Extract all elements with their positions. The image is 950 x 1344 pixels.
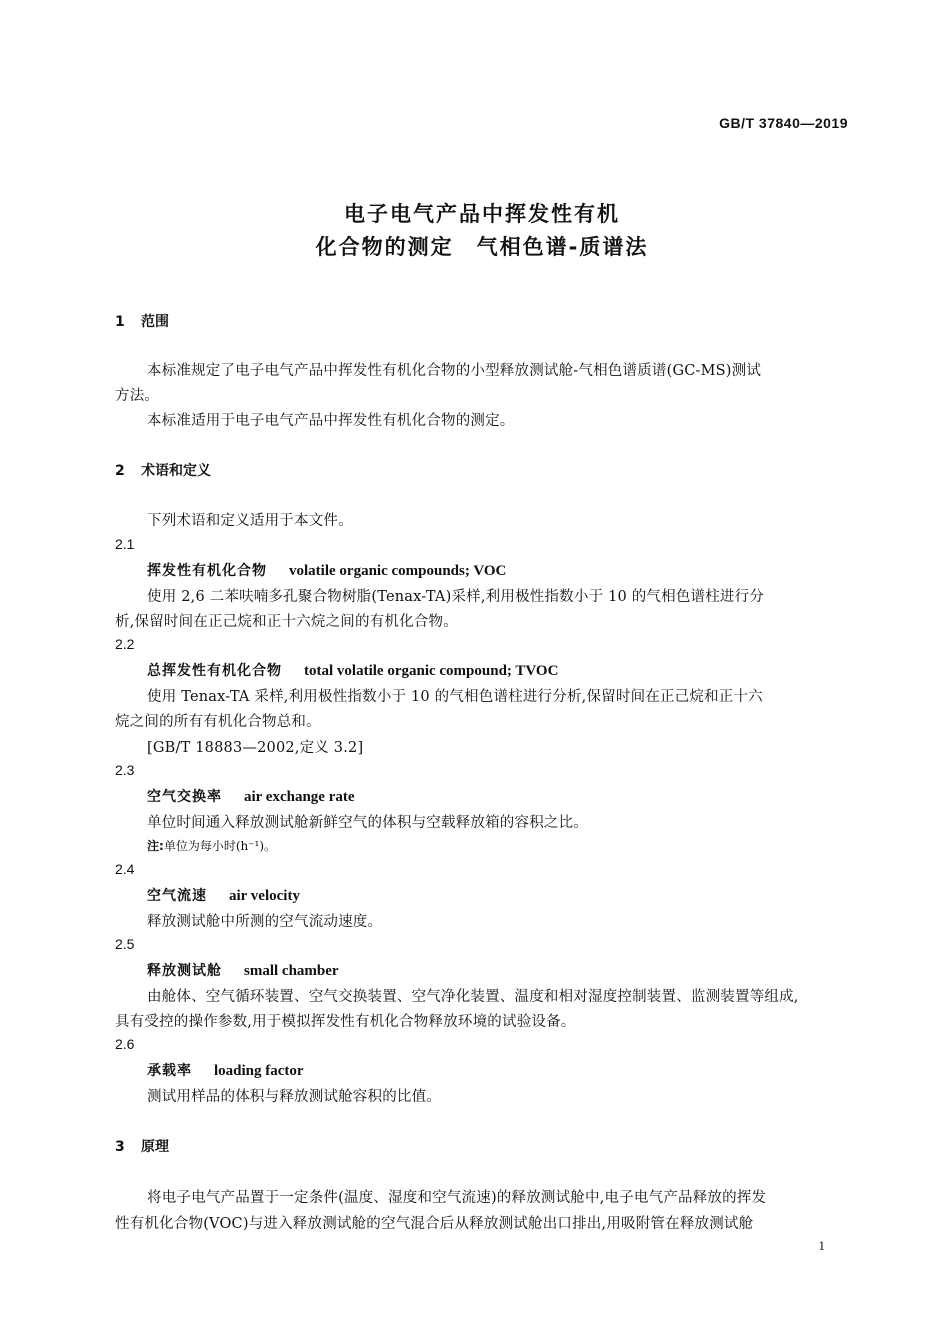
definition: 具有受控的操作参数,用于模拟挥发性有机化合物释放环境的试验设备。 (115, 1014, 576, 1030)
term-chinese: 空气流速 (147, 888, 207, 904)
section-1-heading (115, 311, 169, 331)
note-text: 单位为每小时(h⁻¹)。 (163, 839, 277, 853)
paragraph: 本标准适用于电子电气产品中挥发性有机化合物的测定。 (147, 413, 515, 429)
page-number: 1 (818, 1238, 825, 1253)
section-3-heading (115, 1136, 169, 1156)
clause-number: 2.4 (115, 861, 135, 877)
term-entry (147, 560, 506, 580)
section-number: 3 (115, 1139, 125, 1155)
clause-number: 2.2 (115, 636, 135, 652)
term-entry (147, 885, 300, 905)
definition: 释放测试舱中所测的空气流动速度。 (147, 914, 383, 930)
term-entry (147, 960, 339, 980)
clause-number: 2.6 (115, 1036, 135, 1052)
title-line-2: 化合物的测定 气相色谱-质谱法 (315, 235, 649, 259)
note-label: 注: (147, 839, 164, 853)
term-english: air velocity (229, 888, 300, 904)
definition: 由舱体、空气循环装置、空气交换装置、空气净化装置、温度和相对湿度控制装置、监测装置等组成, (147, 989, 799, 1005)
standard-number: GB/T 37840—2019 (719, 115, 848, 131)
section-title: 术语和定义 (141, 463, 211, 479)
section-2-heading (115, 460, 211, 480)
term-chinese: 承载率 (147, 1063, 192, 1079)
source-reference: [GB/T 18883—2002,定义 3.2] (147, 740, 364, 756)
definition: 测试用样品的体积与释放测试舱容积的比值。 (147, 1089, 441, 1105)
paragraph: 性有机化合物(VOC)与进入释放测试舱的空气混合后从释放测试舱出口排出,用吸附管在释放测试舱 (115, 1216, 754, 1232)
clause-number: 2.5 (115, 936, 135, 952)
term-english: loading factor (214, 1063, 304, 1079)
paragraph: 方法。 (115, 388, 160, 404)
paragraph: 本标准规定了电子电气产品中挥发性有机化合物的小型释放测试舱-气相色谱质谱(GC-MS)测试 (147, 363, 762, 379)
definition: 析,保留时间在正己烷和正十六烷之间的有机化合物。 (115, 614, 458, 630)
definition: 单位时间通入释放测试舱新鲜空气的体积与空载释放箱的容积之比。 (147, 815, 588, 831)
term-entry (147, 786, 355, 806)
term-entry (147, 1060, 304, 1080)
title-line-1: 电子电气产品中挥发性有机 (344, 202, 620, 226)
definition: 使用 2,6 二苯呋喃多孔聚合物树脂(Tenax-TA)采样,利用极性指数小于 10 的气相色谱柱进行分 (147, 589, 765, 605)
section-number: 1 (115, 314, 125, 330)
paragraph: 下列术语和定义适用于本文件。 (147, 513, 353, 529)
section-number: 2 (115, 463, 125, 479)
term-english: volatile organic compounds; VOC (289, 563, 507, 579)
term-chinese: 挥发性有机化合物 (147, 563, 267, 579)
section-title: 原理 (141, 1139, 169, 1155)
term-chinese: 释放测试舱 (147, 963, 222, 979)
term-entry (147, 660, 558, 680)
note (147, 837, 276, 854)
term-english: total volatile organic compound; TVOC (304, 663, 559, 679)
term-english: air exchange rate (244, 789, 355, 805)
paragraph: 将电子电气产品置于一定条件(温度、湿度和空气流速)的释放测试舱中,电子电气产品释放的挥发 (147, 1190, 767, 1206)
section-title: 范围 (141, 314, 169, 330)
definition: 烷之间的所有有机化合物总和。 (115, 714, 321, 730)
term-chinese: 空气交换率 (147, 789, 222, 805)
definition: 使用 Tenax-TA 采样,利用极性指数小于 10 的气相色谱柱进行分析,保留时间在正己烷和正十六 (147, 689, 763, 705)
term-chinese: 总挥发性有机化合物 (147, 663, 282, 679)
clause-number: 2.3 (115, 762, 135, 778)
clause-number: 2.1 (115, 536, 135, 552)
term-english: small chamber (244, 963, 339, 979)
